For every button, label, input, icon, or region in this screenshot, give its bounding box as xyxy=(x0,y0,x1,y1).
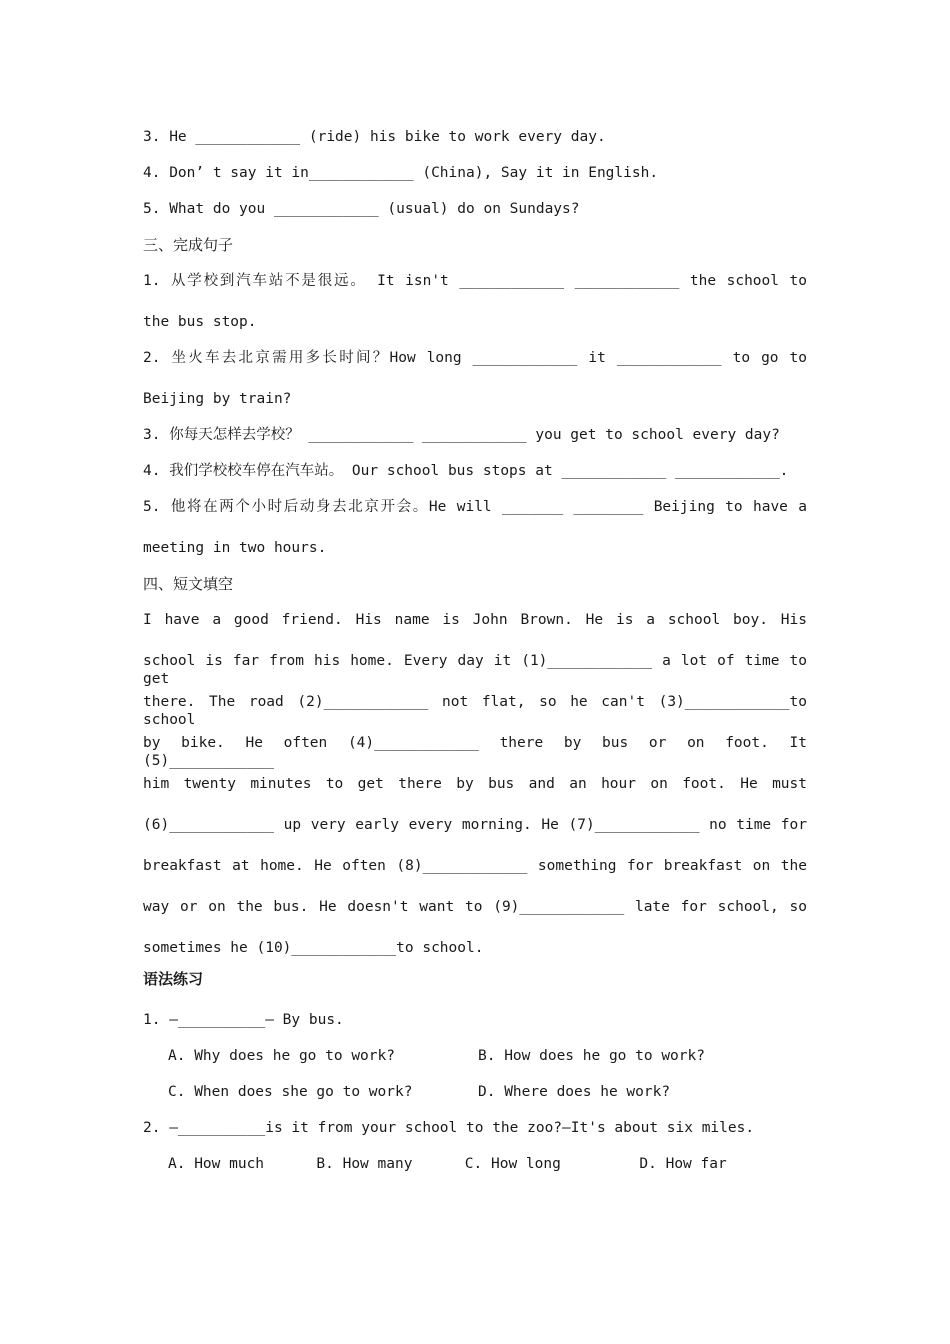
section-heading: 语法练习 xyxy=(143,970,204,988)
section-heading: 三、完成句子 xyxy=(143,236,234,254)
passage-line: I have a good friend. His name is John Brown. He is a school boy. His xyxy=(143,612,807,628)
section-heading: 四、短文填空 xyxy=(143,575,234,593)
worksheet-page xyxy=(143,120,807,1173)
exercise-line: 5. 他将在两个小时后动身去北京开会。He will _______ ________ Beijing to have a xyxy=(143,499,807,515)
passage-line: by bike. He often (4)____________ there by bus or on foot. It (5)____________ xyxy=(143,735,807,769)
passage-line: him twenty minutes to get there by bus and an hour on foot. He must xyxy=(143,776,807,792)
passage-line: sometimes he (10)____________to school. xyxy=(143,940,484,956)
passage-line: (6)____________ up very early every morning. He (7)____________ no time for xyxy=(143,817,807,833)
exercise-line: 3. 你每天怎样去学校？ ____________ ____________ you get to school every day? xyxy=(143,427,780,443)
question-stem: 2. —__________is it from your school to the zoo?—It's about six miles. xyxy=(143,1120,755,1136)
exercise-line: meeting in two hours. xyxy=(143,540,327,556)
exercise-line: 1. 从学校到汽车站不是很远。 It isn't ____________ ____________ the school to xyxy=(143,273,807,289)
option-c: C. When does she go to work? xyxy=(168,1084,413,1100)
option-a: A. Why does he go to work? xyxy=(168,1048,395,1064)
section-grammar xyxy=(143,970,807,1173)
options-row xyxy=(143,1047,807,1065)
options-row xyxy=(143,1083,807,1101)
section-cloze xyxy=(143,575,807,957)
options-row: A. How much B. How many C. How long D. How far xyxy=(168,1156,727,1172)
exercise-line: 4. Don’ t say it in____________ (China), Say it in English. xyxy=(143,165,659,181)
question-stem: 1. —__________— By bus. xyxy=(143,1012,344,1028)
exercise-line: the bus stop. xyxy=(143,314,257,330)
passage-line: way or on the bus. He doesn't want to (9)____________ late for school, so xyxy=(143,899,807,915)
section-complete-sentences xyxy=(143,236,807,557)
exercise-line: 5. What do you ____________ (usual) do on Sundays? xyxy=(143,201,580,217)
exercise-line: 4. 我们学校校车停在汽车站。 Our school bus stops at ____________ ____________. xyxy=(143,463,789,479)
passage-line: school is far from his home. Every day it (1)____________ a lot of time to get xyxy=(143,653,807,687)
passage-line: breakfast at home. He often (8)____________ something for breakfast on the xyxy=(143,858,807,874)
exercise-line: 2. 坐火车去北京需用多长时间？How long ____________ it ____________ to go to xyxy=(143,350,807,366)
option-b: B. How does he go to work? xyxy=(478,1048,705,1064)
exercise-line: 3. He ____________ (ride) his bike to work every day. xyxy=(143,129,606,145)
fill-words-section xyxy=(143,128,807,218)
exercise-line: Beijing by train? xyxy=(143,391,292,407)
option-d: D. Where does he work? xyxy=(478,1084,671,1100)
passage-line: there. The road (2)____________ not flat, so he can't (3)____________to school xyxy=(143,694,807,728)
